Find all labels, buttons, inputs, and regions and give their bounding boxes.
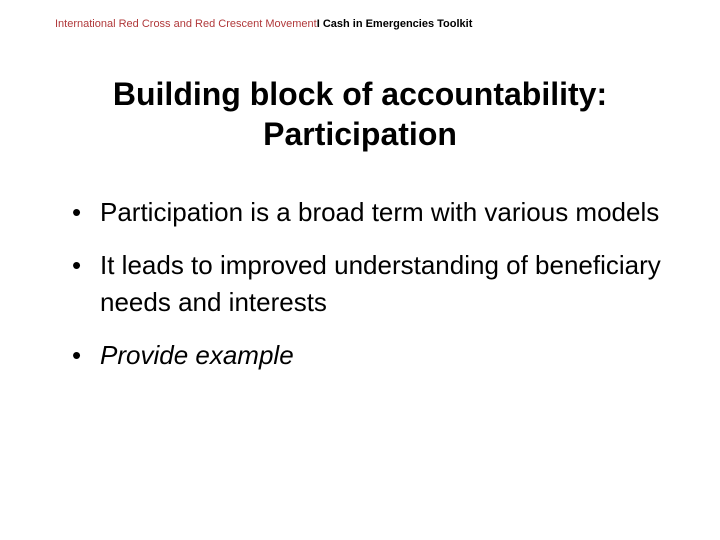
bullet-marker: • xyxy=(72,250,82,280)
bullet-text: It leads to improved understanding of beneficiary needs and interests xyxy=(100,250,661,317)
header-organization: International Red Cross and Red Crescent Movement xyxy=(55,18,317,30)
slide-title-line-1: Building block of accountability: xyxy=(112,76,608,112)
bullet-marker: • xyxy=(72,340,82,370)
slide-title xyxy=(0,74,720,154)
slide-header xyxy=(55,17,472,31)
header-separator: I xyxy=(316,18,320,30)
bullet-marker: • xyxy=(72,197,82,227)
bullet-list xyxy=(72,194,672,390)
bullet-item xyxy=(72,194,672,231)
bullet-text: Provide example xyxy=(100,340,294,370)
bullet-text: Participation is a broad term with various models xyxy=(100,197,660,227)
bullet-item xyxy=(72,337,672,374)
header-toolkit-name: Cash in Emergencies Toolkit xyxy=(322,18,473,30)
bullet-item xyxy=(72,247,672,321)
slide-title-line-2: Participation xyxy=(263,116,457,152)
